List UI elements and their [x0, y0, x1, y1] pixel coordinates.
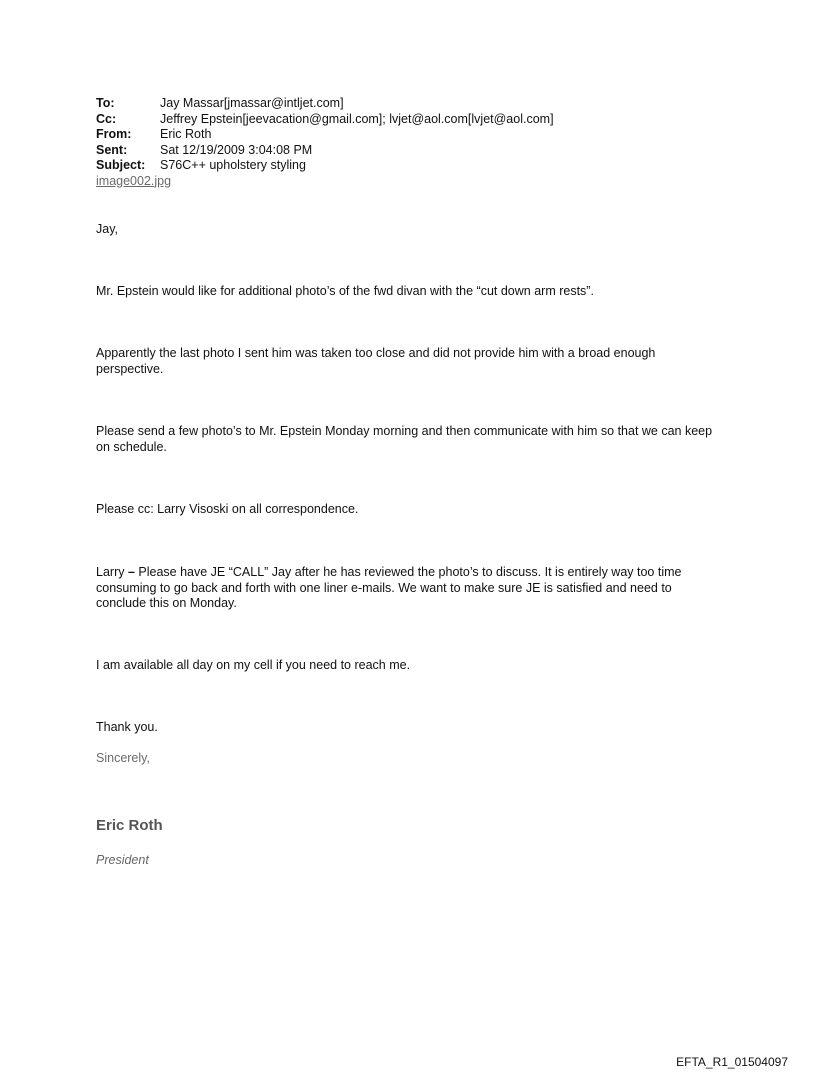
greeting: Jay, — [96, 222, 118, 236]
to-row — [96, 96, 554, 112]
paragraph-availability: I am available all day on my cell if you need to reach me. — [96, 658, 411, 672]
thank-you: Thank you. — [96, 720, 158, 734]
signature-name: Eric Roth — [96, 817, 163, 834]
from-value: Eric Roth — [160, 127, 212, 141]
sent-label: Sent: — [96, 142, 128, 157]
cc-value: Jeffrey Epstein[jeevacation@gmail.com]; lvjet@aol.com[lvjet@aol.com] — [160, 111, 554, 126]
email-header — [96, 96, 554, 189]
to-label: To: — [96, 96, 115, 110]
paragraph-last-photo: Apparently the last photo I sent him was taken too close and did not provide him with a broad enough perspective. — [96, 346, 656, 376]
closing: Sincerely, — [96, 751, 150, 765]
bates-number: EFTA_R1_01504097 — [676, 1055, 788, 1069]
to-value: Jay Massar[jmassar@intljet.com] — [160, 96, 344, 110]
from-label: From: — [96, 127, 132, 141]
sent-value: Sat 12/19/2009 3:04:08 PM — [160, 142, 313, 157]
paragraph-photos-request: Mr. Epstein would like for additional photo’s of the fwd divan with the “cut down arm rests”. — [96, 284, 594, 298]
paragraph-send-photos: Please send a few photo’s to Mr. Epstein Monday morning and then communicate with him so that we can keep on schedule. — [96, 424, 713, 454]
larry-instructions: Please have JE “CALL” Jay after he has reviewed the photo’s to discuss. It is entirely way too time consuming to go back and forth with one liner e-mails. We want to make sure JE is satisfied and need to conclude this on Monday. — [96, 565, 682, 610]
subject-label: Subject: — [96, 158, 146, 172]
from-row — [96, 127, 554, 143]
cc-label: Cc: — [96, 111, 117, 126]
attachment-link[interactable]: image002.jpg — [96, 173, 172, 188]
em-dash: – — [127, 565, 135, 579]
cc-row — [96, 112, 554, 128]
paragraph-larry-call — [96, 565, 716, 612]
paragraph-cc-larry: Please cc: Larry Visoski on all correspondence. — [96, 502, 359, 516]
subject-row — [96, 158, 554, 174]
subject-value: S76C++ upholstery styling — [160, 158, 306, 172]
larry-name: Larry — [96, 565, 128, 579]
sent-row — [96, 143, 554, 159]
signature-title: President — [96, 853, 149, 867]
